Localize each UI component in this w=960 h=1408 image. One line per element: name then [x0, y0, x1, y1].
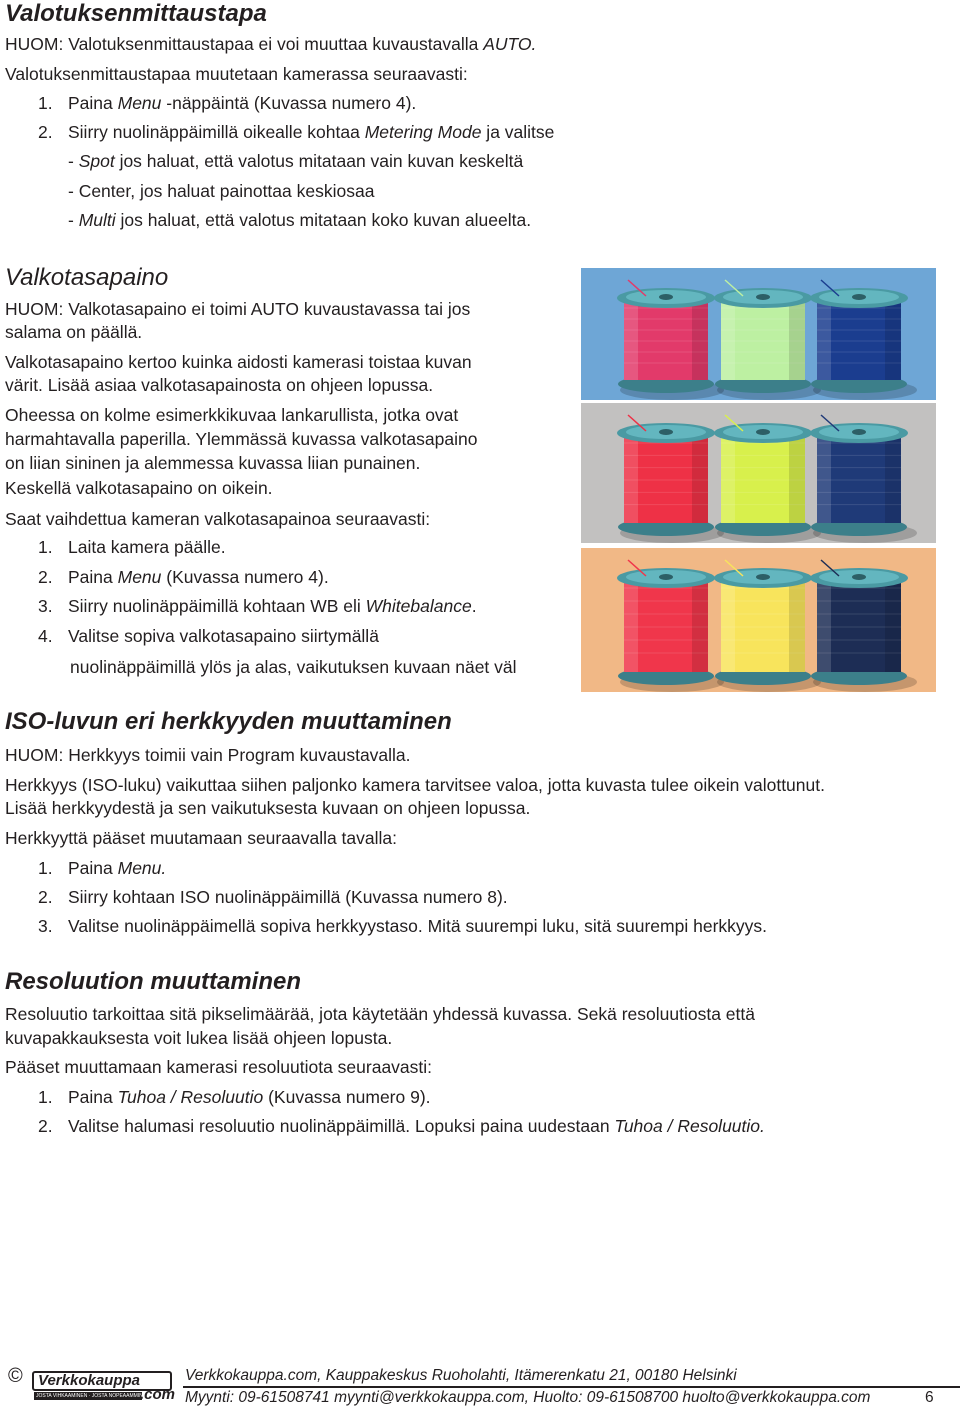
logo-dotcom: .com	[140, 1386, 176, 1403]
wb-step-4: 4. Valitse sopiva valkotasapaino siirtymällä	[38, 626, 379, 646]
wb-step-3: 3. Siirry nuolinäppäimillä kohtaan WB eli Whitebalance.	[38, 596, 477, 616]
metering-note: HUOM: Valotuksenmittaustapaa ei voi muuttaa kuvaustavalla AUTO.	[5, 34, 537, 54]
iso-paragraph-2: Lisää herkkyydestä ja sen vaikutuksesta kuvaan on ohjeen lopussa.	[5, 798, 531, 818]
wb-step-2: 2. Paina Menu (Kuvassa numero 4).	[38, 567, 329, 587]
thread-spool	[617, 415, 724, 543]
spools-illustration	[581, 403, 936, 543]
page-number: 6	[925, 1389, 934, 1406]
thread-spool	[714, 280, 821, 400]
iso-paragraph-1: Herkkyys (ISO-luku) vaikuttaa siihen paljonko kamera tarvitsee valoa, jotta kuvasta tulee oikein valottunut.	[5, 775, 825, 795]
wb-line-7: on liian sininen ja alemmessa kuvassa liian punainen.	[5, 453, 421, 473]
metering-option-spot: - Spot jos haluat, että valotus mitataan vain kuvan keskeltä	[68, 151, 524, 171]
iso-step-2: 2. Siirry kohtaan ISO nuolinäppäimillä (Kuvassa numero 8).	[38, 887, 508, 907]
metering-option-multi: - Multi jos haluat, että valotus mitataan koko kuvan alueelta.	[68, 210, 532, 230]
wb-line-2: salama on päällä.	[5, 322, 143, 342]
footer-address: Verkkokauppa.com, Kauppakeskus Ruoholahti, Itämerenkatu 21, 00180 Helsinki	[185, 1367, 737, 1384]
iso-step-1: 1. Paina Menu.	[38, 858, 167, 878]
iso-note: HUOM: Herkkyys toimii vain Program kuvaustavalla.	[5, 745, 411, 765]
resolution-paragraph-1: Resoluutio tarkoittaa sitä pikselimäärää, jota käytetään yhdessä kuvassa. Sekä resoluutiosta että	[5, 1004, 755, 1024]
photo-spools-too-blue	[581, 268, 936, 400]
thread-spool	[810, 560, 917, 692]
logo-tagline: JOSTA VIHKAAMINEN · JOSTA NOPEAAMMIN	[36, 1393, 143, 1399]
thread-spool	[810, 280, 917, 400]
section-title-whitebalance: Valkotasapaino	[5, 264, 169, 291]
wb-line-9: Saat vaihdettua kameran valkotasapainoa seuraavasti:	[5, 509, 431, 529]
logo-wordmark: Verkkokauppa	[38, 1372, 140, 1389]
spools-illustration	[581, 268, 936, 400]
wb-line-8: Keskellä valkotasapaino on oikein.	[5, 478, 273, 498]
iso-step-3: 3. Valitse nuolinäppäimellä sopiva herkkyystaso. Mitä suurempi luku, sitä suurempi herkkyys.	[38, 916, 768, 936]
thread-spool	[714, 415, 821, 543]
metering-option-center: - Center, jos haluat painottaa keskiosaa	[68, 181, 375, 201]
thread-spool	[617, 280, 724, 400]
verkkokauppa-logo	[32, 1371, 176, 1403]
wb-step-1: 1. Laita kamera päälle.	[38, 537, 226, 557]
iso-intro: Herkkyyttä pääset muutamaan seuraavalla tavalla:	[5, 828, 398, 848]
copyright-symbol: ©	[8, 1365, 23, 1387]
wb-line-1: HUOM: Valkotasapaino ei toimi AUTO kuvaustavassa tai jos	[5, 299, 471, 319]
footer-contacts: Myynti: 09-61508741 myynti@verkkokauppa.com, Huolto: 09-61508700 huolto@verkkokauppa.com	[185, 1389, 871, 1406]
thread-spool	[810, 415, 917, 543]
wb-line-6: harmahtavalla paperilla. Ylemmässä kuvassa valkotasapaino	[5, 429, 478, 449]
metering-step-1: 1. Paina Menu -näppäintä (Kuvassa numero 4).	[38, 93, 417, 113]
thread-spool	[617, 560, 724, 692]
resolution-step-2: 2. Valitse halumasi resoluutio nuolinäppäimillä. Lopuksi paina uudestaan Tuhoa / Resoluutio.	[38, 1116, 765, 1136]
photo-spools-too-red	[581, 548, 936, 692]
section-title-iso: ISO-luvun eri herkkyyden muuttaminen	[5, 708, 452, 735]
wb-line-4: värit. Lisää asiaa valkotasapainosta on ohjeen lopussa.	[5, 375, 434, 395]
metering-intro: Valotuksenmittaustapaa muutetaan kamerassa seuraavasti:	[5, 64, 468, 84]
resolution-intro: Pääset muuttamaan kamerasi resoluutiota seuraavasti:	[5, 1057, 433, 1077]
spools-illustration	[581, 548, 936, 692]
photo-spools-correct	[581, 403, 936, 543]
thread-spool	[714, 560, 821, 692]
section-title-resolution: Resoluution muuttaminen	[5, 968, 301, 995]
footer-divider	[183, 1386, 960, 1388]
metering-step-2: 2. Siirry nuolinäppäimillä oikealle kohtaa Metering Mode ja valitse	[38, 122, 555, 142]
wb-step-4-continued: nuolinäppäimillä ylös ja alas, vaikutuksen kuvaan näet väl	[70, 657, 517, 677]
wb-line-3: Valkotasapaino kertoo kuinka aidosti kamerasi toistaa kuvan	[5, 352, 472, 372]
section-title-metering: Valotuksenmittaustapa	[5, 0, 267, 27]
wb-line-5: Oheessa on kolme esimerkkikuvaa lankarullista, jotka ovat	[5, 405, 459, 425]
resolution-paragraph-2: kuvapakkauksesta voit lukea lisää ohjeen lopusta.	[5, 1028, 393, 1048]
resolution-step-1: 1. Paina Tuhoa / Resoluutio (Kuvassa numero 9).	[38, 1087, 431, 1107]
